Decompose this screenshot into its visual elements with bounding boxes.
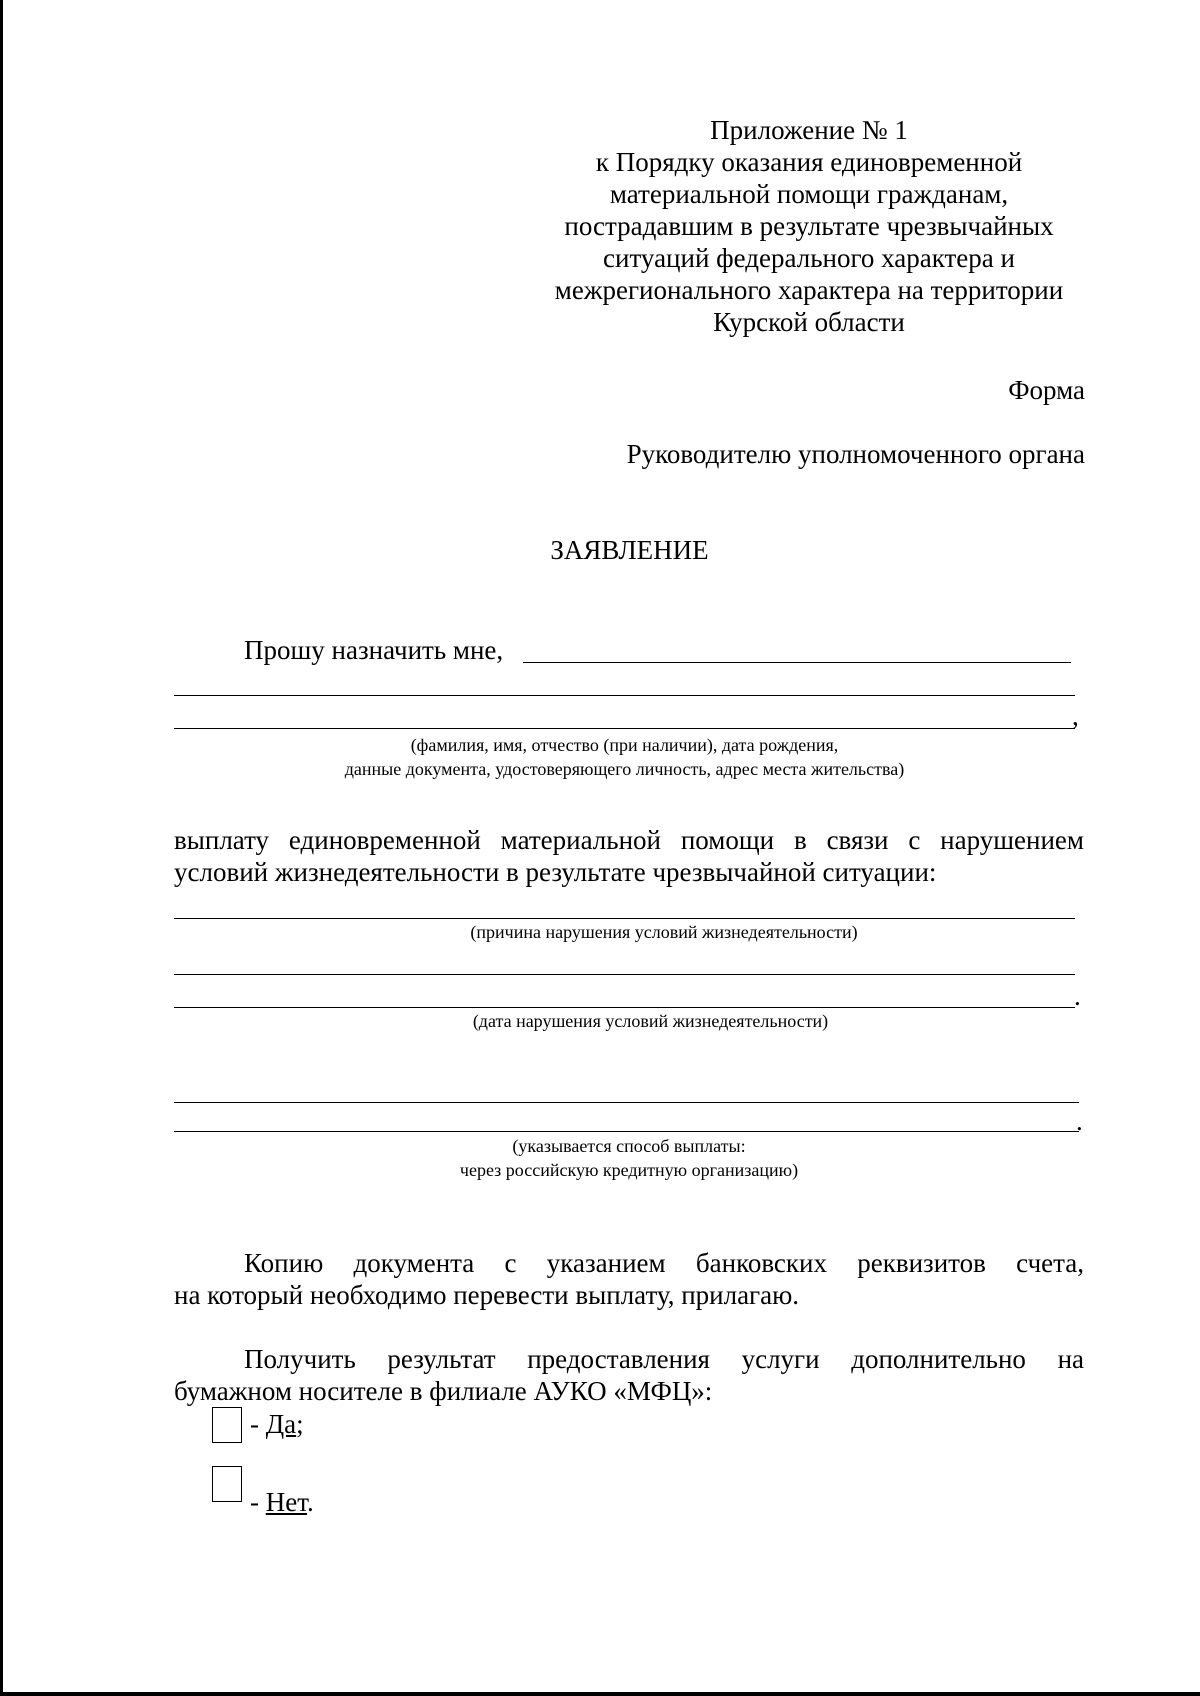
caption-line: (фамилия, имя, отчество (при наличии), дата рождения, xyxy=(410,735,839,755)
caption-method xyxy=(174,1134,1084,1182)
appendix-header xyxy=(520,114,1098,338)
line-comma: , xyxy=(1072,701,1079,731)
name-input-line-2[interactable] xyxy=(174,695,1075,696)
page-left-border xyxy=(0,0,3,1696)
copy-paragraph xyxy=(174,1247,1084,1311)
form-label: Форма xyxy=(1008,375,1085,405)
appendix-line: межрегионального характера на территории xyxy=(554,275,1064,305)
option-punct: . xyxy=(307,1487,314,1517)
no-option-label xyxy=(250,1486,314,1518)
reason-input-line[interactable] xyxy=(174,918,1075,919)
line-period: . xyxy=(1076,1106,1083,1136)
caption-line: данные документа, удостоверяющего личность, адрес места жительства) xyxy=(344,759,905,779)
caption-date: (дата нарушения условий жизнедеятельности) xyxy=(472,1011,829,1031)
method-input-line-1[interactable] xyxy=(174,1102,1079,1103)
document-title: ЗАЯВЛЕНИЕ xyxy=(550,535,709,565)
receive-paragraph xyxy=(174,1343,1084,1407)
option-dash: - xyxy=(250,1487,266,1517)
method-input-line-2[interactable] xyxy=(174,1131,1079,1132)
appendix-line: пострадавшим в результате чрезвычайных xyxy=(564,211,1054,241)
caption-line: (указывается способ выплаты: xyxy=(512,1136,746,1156)
option-punct: ; xyxy=(296,1409,304,1439)
paragraph-line: Получить результат предоставления услуги дополнительно на xyxy=(244,1344,1084,1374)
yes-label: Да xyxy=(265,1409,297,1439)
date-input-line-2[interactable] xyxy=(174,1007,1075,1008)
appendix-line: ситуаций федерального характера и xyxy=(603,243,1015,273)
paragraph-line: выплату единовременной материальной помощи в связи с нарушением xyxy=(174,825,1084,855)
name-input-line-3[interactable] xyxy=(174,728,1075,729)
paragraph-line: условий жизнедеятельности в результате чрезвычайной ситуации: xyxy=(174,857,937,887)
page-bottom-border xyxy=(0,1692,1200,1696)
yes-option-label xyxy=(250,1408,304,1440)
caption-line: через российскую кредитную организацию) xyxy=(459,1160,799,1180)
date-input-line-1[interactable] xyxy=(174,974,1075,975)
no-checkbox[interactable] xyxy=(212,1466,242,1502)
request-intro: Прошу назначить мне, xyxy=(244,635,504,665)
paragraph-line: бумажном носителе в филиале АУКО «МФЦ»: xyxy=(174,1376,713,1406)
name-input-line-1[interactable] xyxy=(523,662,1071,663)
caption-person xyxy=(174,733,1075,781)
appendix-line: материальной помощи гражданам, xyxy=(609,179,1009,209)
paragraph-line: Копию документа с указанием банковских реквизитов счета, xyxy=(244,1248,1084,1278)
addressee: Руководителю уполномоченного органа xyxy=(626,439,1085,469)
appendix-line: Курской области xyxy=(713,307,905,337)
line-period: . xyxy=(1074,981,1081,1011)
option-dash: - xyxy=(250,1409,266,1439)
caption-reason: (причина нарушения условий жизнедеятельности) xyxy=(470,922,858,942)
paragraph-line: на который необходимо перевести выплату, прилагаю. xyxy=(174,1280,800,1310)
appendix-line: Приложение № 1 xyxy=(710,115,908,145)
appendix-line: к Порядку оказания единовременной xyxy=(595,147,1023,177)
payment-paragraph xyxy=(174,824,1084,888)
no-label: Нет xyxy=(265,1487,308,1517)
yes-checkbox[interactable] xyxy=(212,1407,242,1443)
